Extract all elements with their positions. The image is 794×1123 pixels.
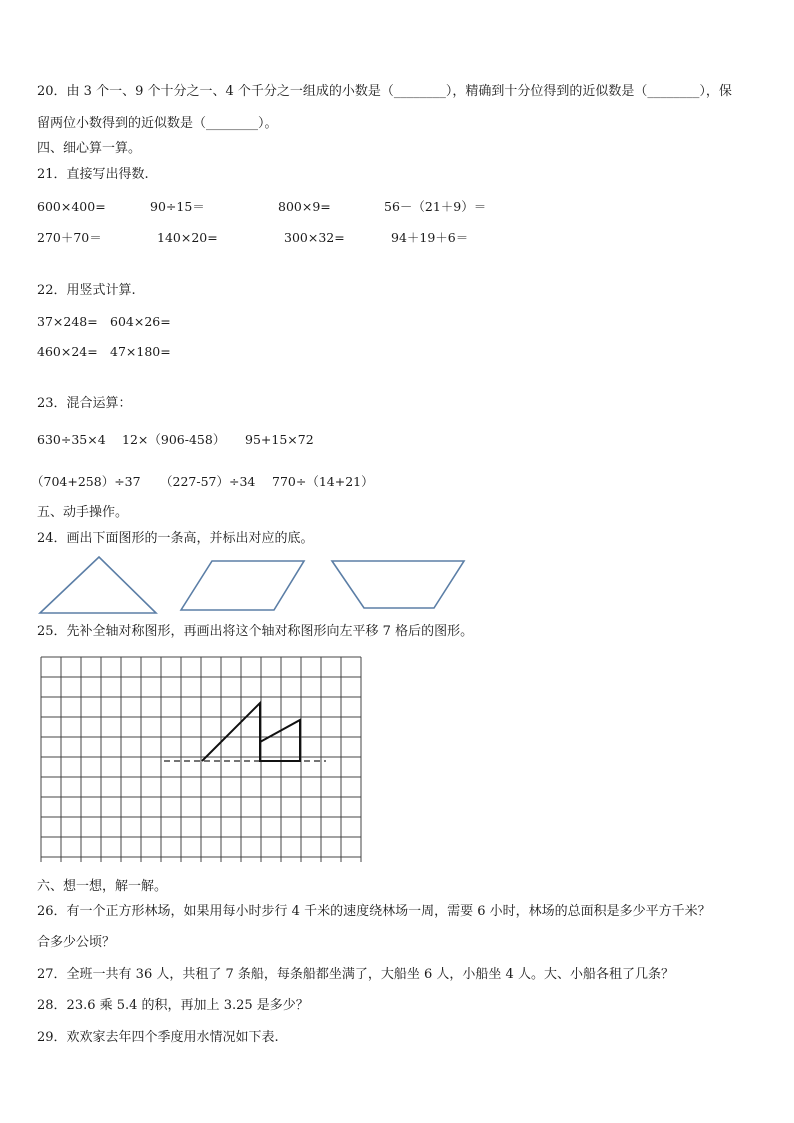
question-20-line2: 留两位小数得到的近似数是（________）。 [37,116,278,131]
q22-item-2: 604×26= [110,314,171,329]
triangle-shape [40,557,156,613]
question-26-line1: 26．有一个正方形林场，如果用每小时步行 4 千米的速度绕林场一周，需要 6 小时，林场的总面积是多少平方千米？ [37,904,711,919]
q21-item-5: 270＋70＝ [37,230,102,245]
question-25-title: 25．先补全轴对称图形，再画出将这个轴对称图形向左平移 7 格后的图形。 [37,624,474,639]
q21-item-4: 56－（21＋9）＝ [384,199,487,214]
question-24-title: 24．画出下面图形的一条高，并标出对应的底。 [37,531,314,546]
question-22-title: 22．用竖式计算. [37,283,136,298]
q22-item-4: 47×180= [110,344,171,359]
q22-item-1: 37×248= [37,314,98,329]
question-21-title: 21．直接写出得数. [37,167,149,182]
q23-item-3: 95+15×72 [245,432,314,447]
section-4-heading: 四、细心算一算。 [37,141,142,156]
section-6-heading: 六、想一想，解一解。 [37,879,168,894]
q22-item-3: 460×24= [37,344,98,359]
q23-item-6: 770÷（14+21） [272,474,374,489]
half-figure [202,703,300,761]
q21-item-8: 94＋19＋6＝ [391,230,469,245]
q23-item-2: 12×（906-458） [122,432,226,447]
q21-item-3: 800×9= [278,199,331,214]
parallelogram-shape [181,561,304,610]
q21-item-7: 300×32= [284,230,345,245]
q23-item-1: 630÷35×4 [37,432,106,447]
question-20-line1: 20．由 3 个一、9 个十分之一、4 个千分之一组成的小数是（________），精确到十分位得到的近似数是（________），保 [37,84,732,99]
q23-item-4: （704+258）÷37 [31,474,141,489]
question-28: 28．23.6 乘 5.4 的积，再加上 3.25 是多少？ [37,998,309,1013]
question-27: 27．全班一共有 36 人，共租了 7 条船，每条船都坐满了，大船坐 6 人，小船坐 4 人。大、小船各租了几条？ [37,967,674,982]
q24-shapes [36,554,476,616]
q25-grid [40,656,362,866]
question-29: 29．欢欢家去年四个季度用水情况如下表. [37,1030,279,1045]
section-5-heading: 五、动手操作。 [37,505,129,520]
trapezoid-shape [332,561,464,608]
q23-item-5: （227-57）÷34 [160,474,256,489]
q21-item-1: 600×400= [37,199,106,214]
q21-item-6: 140×20= [157,230,218,245]
q21-item-2: 90÷15＝ [150,199,205,214]
question-23-title: 23．混合运算： [37,396,132,411]
grid-lines [41,657,361,862]
question-26-line2: 合多少公顷？ [37,935,116,950]
